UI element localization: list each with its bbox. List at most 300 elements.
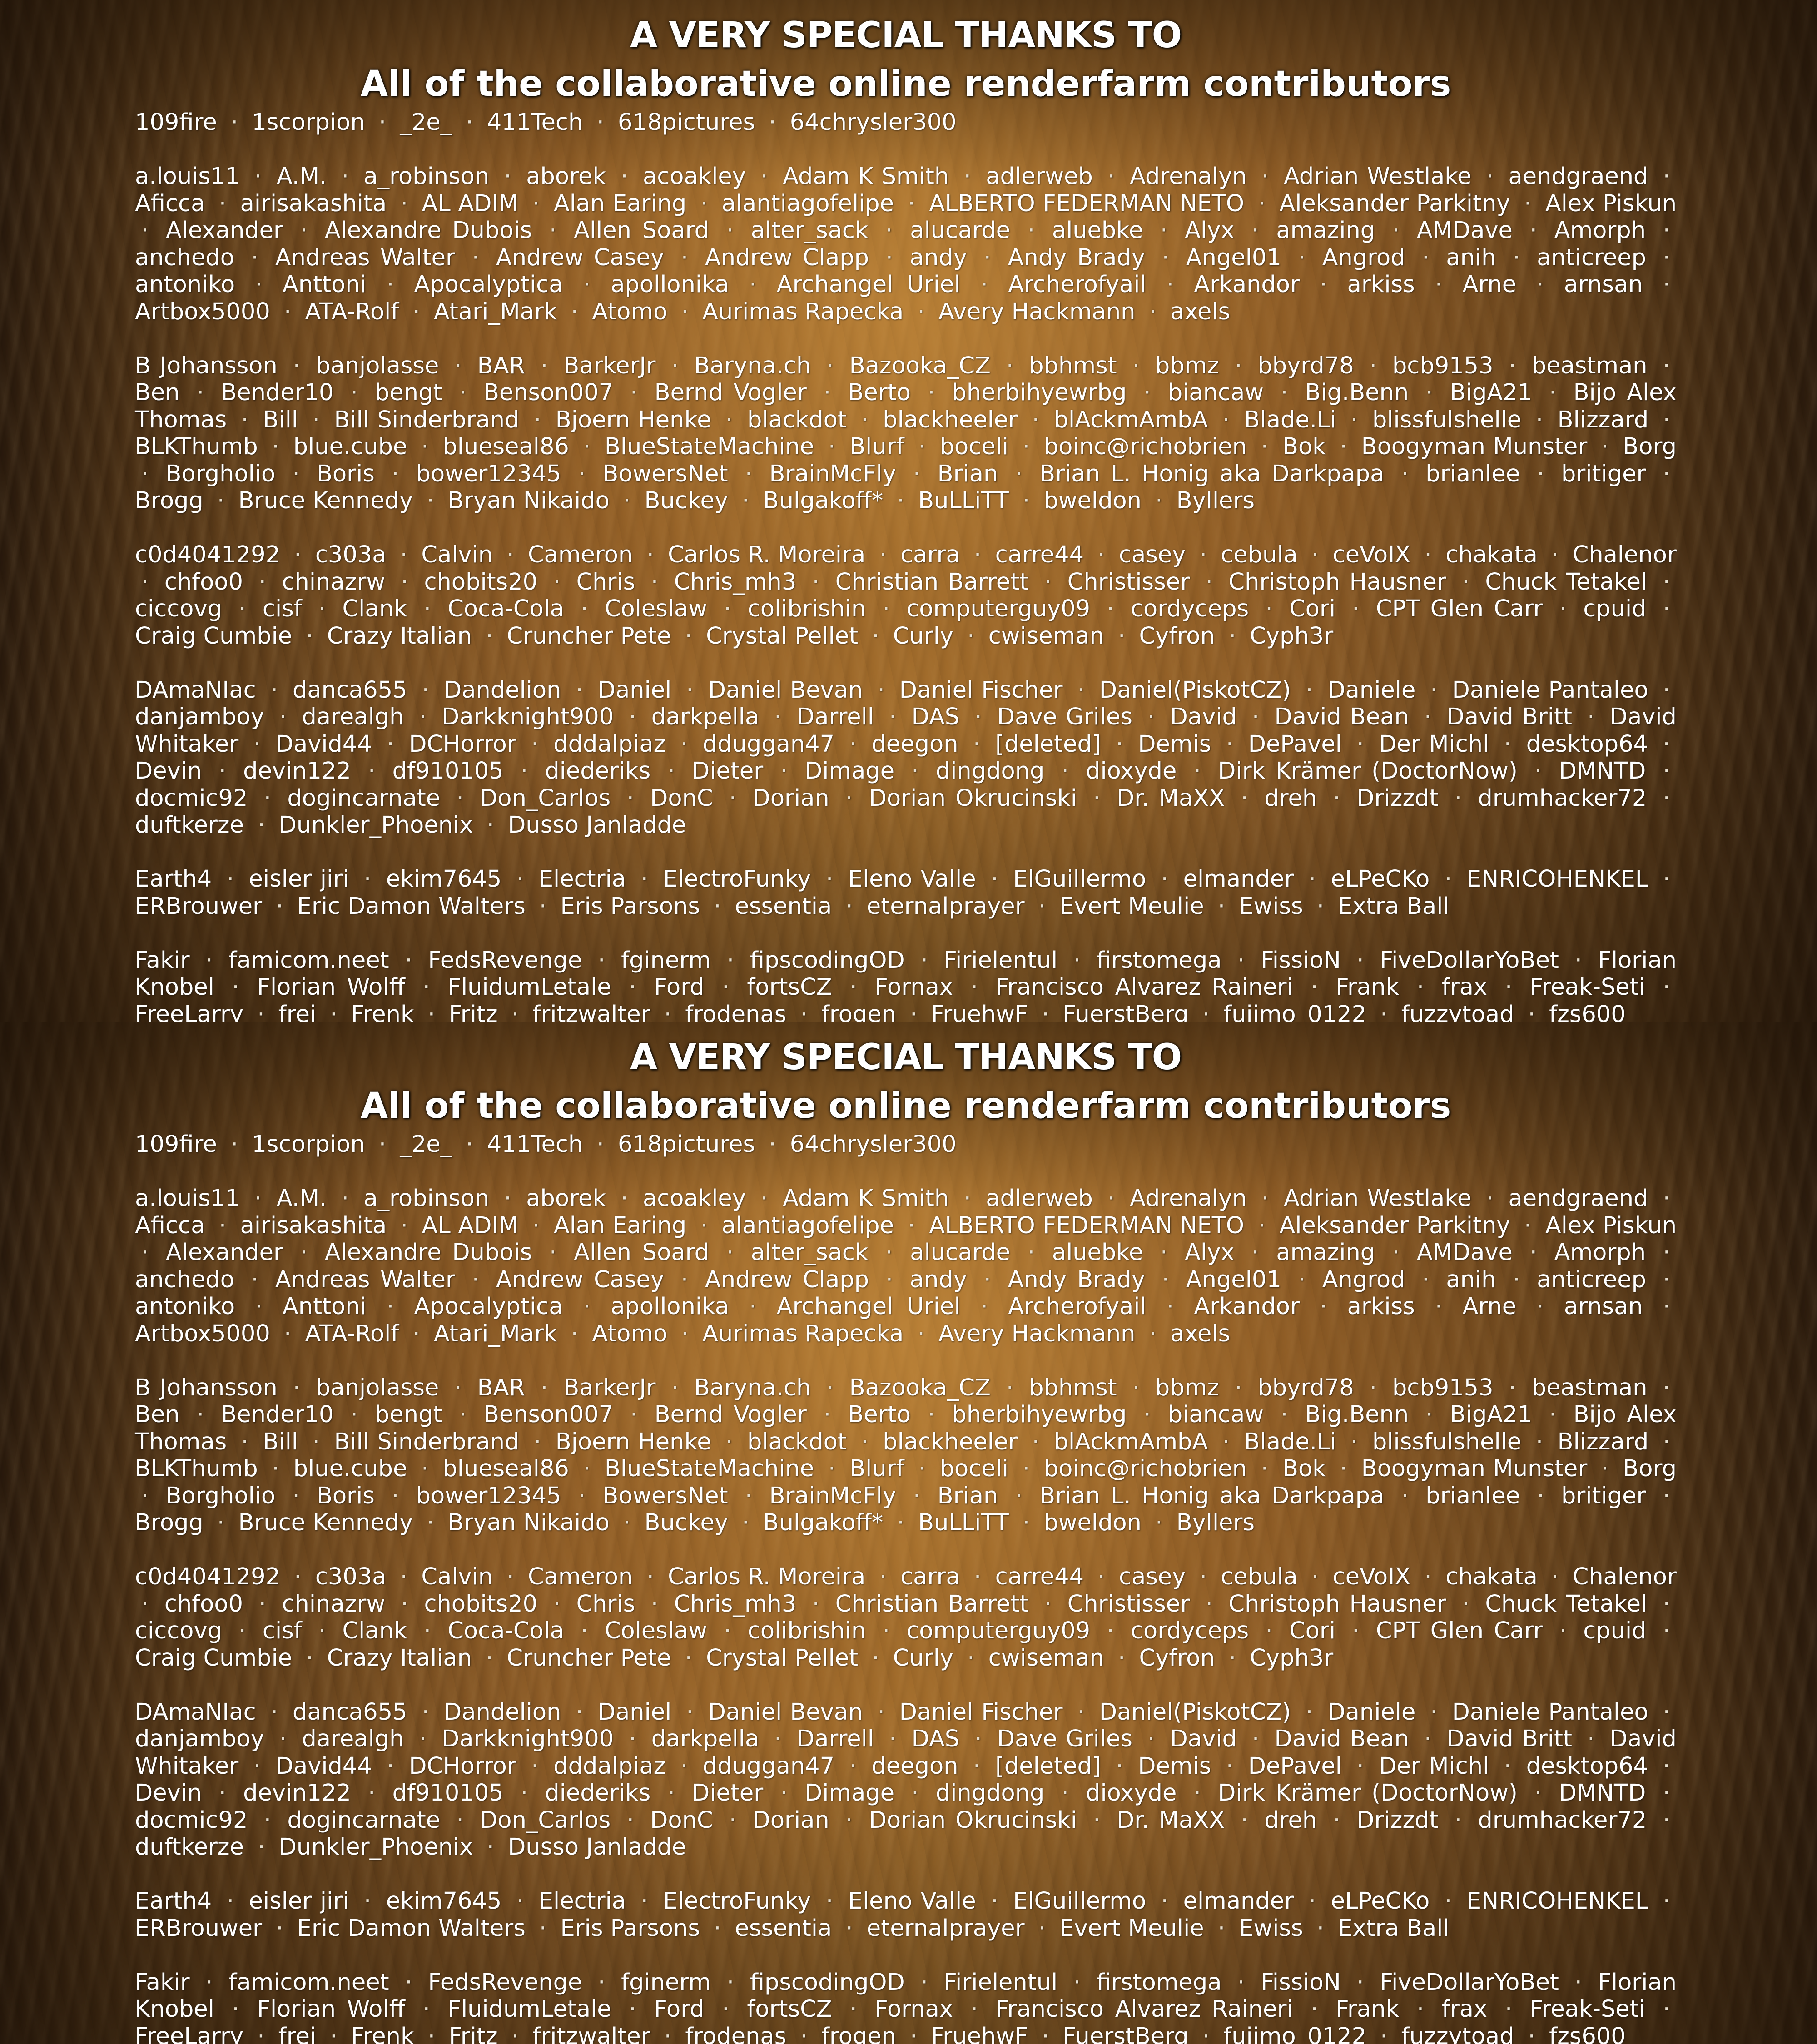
separator-dot: · xyxy=(1499,1996,1519,2023)
separator-dot: · xyxy=(450,1807,470,1834)
separator-dot: · xyxy=(1032,893,1052,920)
separator-dot: · xyxy=(1222,623,1242,650)
contributor-name: a_robinson xyxy=(363,163,489,190)
contributor-name: Dorian xyxy=(753,785,829,812)
separator-dot: · xyxy=(1657,1888,1677,1915)
separator-dot: · xyxy=(417,595,437,622)
separator-dot: · xyxy=(614,163,634,190)
contributor-name: Cori xyxy=(1289,595,1335,622)
separator-dot: · xyxy=(466,1266,486,1293)
contributor-name: fujimo_0122 xyxy=(1223,2023,1366,2044)
separator-dot: · xyxy=(879,1266,899,1293)
contributor-name: Angel01 xyxy=(1186,244,1281,271)
contributor-name: ElectroFunky xyxy=(663,866,811,893)
separator-dot: · xyxy=(1415,244,1435,271)
separator-dot: · xyxy=(510,866,530,893)
contributor-name: bcb9153 xyxy=(1392,1374,1494,1401)
contributor-name: Angrod xyxy=(1322,244,1405,271)
separator-dot: · xyxy=(1418,1563,1438,1590)
separator-dot: · xyxy=(1522,1001,1542,1022)
contributor-name: alter_sack xyxy=(751,1239,869,1266)
separator-dot: · xyxy=(547,569,567,595)
contributor-name: FedsRevenge xyxy=(428,947,582,974)
contributor-name: britiger xyxy=(1561,1483,1646,1509)
separator-dot: · xyxy=(357,866,377,893)
separator-dot: · xyxy=(984,1888,1004,1915)
contributor-name: blue.cube xyxy=(293,1455,407,1482)
contributor-name: fzs600 xyxy=(1549,1001,1626,1022)
contributor-name: Bill xyxy=(263,1429,298,1455)
separator-dot: · xyxy=(416,1699,436,1726)
contributor-name: dogincarnate xyxy=(287,1807,440,1834)
separator-dot: · xyxy=(1100,1617,1120,1644)
contributor-name: Dorian Okrucinski xyxy=(869,785,1077,812)
separator-dot: · xyxy=(968,541,988,568)
contributor-name: Bijo Alex Thomas xyxy=(135,379,1677,433)
contributor-name: frodenas xyxy=(685,2023,786,2044)
contributor-name: Curly xyxy=(893,623,953,650)
separator-dot: · xyxy=(1305,541,1325,568)
separator-dot: · xyxy=(768,704,788,730)
separator-dot: · xyxy=(323,1001,343,1022)
contributor-name: blueseal86 xyxy=(442,1455,569,1482)
separator-dot: · xyxy=(1101,1185,1121,1212)
separator-dot: · xyxy=(344,379,364,406)
separator-dot: · xyxy=(907,1483,927,1509)
contributor-name: Bazooka_CZ xyxy=(849,352,991,379)
contributor-name: colibrishin xyxy=(748,595,866,622)
separator-dot: · xyxy=(665,1374,685,1401)
separator-dot: · xyxy=(344,1401,364,1428)
contributor-name: BowersNet xyxy=(602,461,728,487)
separator-dot: · xyxy=(1424,677,1444,704)
contributor-name: Daniele xyxy=(1327,677,1415,704)
contributor-name: biancaw xyxy=(1168,379,1264,406)
contributor-name: cwiseman xyxy=(988,623,1104,650)
separator-dot: · xyxy=(911,298,931,325)
contributor-name: Atomo xyxy=(592,298,667,325)
separator-dot: · xyxy=(591,109,611,136)
separator-dot: · xyxy=(1531,461,1551,487)
separator-dot: · xyxy=(843,731,863,758)
separator-dot: · xyxy=(1252,190,1272,217)
separator-dot: · xyxy=(1657,1374,1677,1401)
separator-dot: · xyxy=(1386,1239,1406,1266)
separator-dot: · xyxy=(1518,1212,1538,1239)
contributor-name: beastman xyxy=(1532,352,1648,379)
contributor-name: Carlos R. Moreira xyxy=(668,541,865,568)
separator-dot: · xyxy=(1529,407,1549,433)
contributor-name: A.M. xyxy=(277,1185,327,1212)
separator-dot: · xyxy=(1438,1888,1458,1915)
contributor-name: airisakashita xyxy=(240,1212,387,1239)
separator-dot: · xyxy=(1438,866,1458,893)
contributor-name: frax xyxy=(1442,1996,1487,2023)
contributor-name: Dusso Janladde xyxy=(508,1834,686,1860)
contributor-name: Christoph Hausner xyxy=(1229,569,1446,595)
separator-dot: · xyxy=(380,1293,400,1320)
contributor-name: docmic92 xyxy=(135,785,248,812)
separator-dot: · xyxy=(968,1726,988,1752)
separator-dot: · xyxy=(1199,1591,1219,1617)
contributor-name: ATA-Rolf xyxy=(305,298,399,325)
separator-dot: · xyxy=(1245,1239,1265,1266)
contributor-name: bweldon xyxy=(1043,1509,1142,1536)
contributor-name: Buckey xyxy=(644,1509,728,1536)
contributor-name: blueseal86 xyxy=(442,433,569,460)
separator-dot: · xyxy=(269,893,289,920)
separator-dot: · xyxy=(1193,541,1213,568)
contributor-name: boinc@richobrien xyxy=(1044,433,1247,460)
contributor-name: Adrian Westlake xyxy=(1284,163,1471,190)
separator-dot: · xyxy=(211,487,231,514)
contributor-name: Ewiss xyxy=(1239,1915,1303,1942)
contributor-name: AL ADIM xyxy=(422,1212,519,1239)
contributor-name: apollonika xyxy=(611,271,729,298)
separator-dot: · xyxy=(921,379,941,406)
separator-dot: · xyxy=(1529,1429,1549,1455)
contributor-name: bower12345 xyxy=(416,1483,561,1509)
separator-dot: · xyxy=(1126,352,1146,379)
contributor-name: Big.Benn xyxy=(1305,1401,1409,1428)
contributor-name: Andy Brady xyxy=(1008,244,1145,271)
contributor-name: Benson007 xyxy=(483,1401,613,1428)
separator-dot: · xyxy=(978,244,998,271)
contributor-name: arnsan xyxy=(1564,1293,1643,1320)
contributor-name: DCHorror xyxy=(409,731,516,758)
contributor-name: FluidumLetale xyxy=(448,974,611,1001)
separator-dot: · xyxy=(1657,1617,1677,1644)
separator-dot: · xyxy=(1126,1374,1146,1401)
separator-dot: · xyxy=(258,785,278,812)
contributor-name: David Britt xyxy=(1446,1726,1572,1752)
contributor-name: FreeLarry xyxy=(135,2023,243,2044)
separator-dot: · xyxy=(1032,1915,1052,1942)
separator-dot: · xyxy=(251,812,271,838)
separator-dot: · xyxy=(817,1401,837,1428)
separator-dot: · xyxy=(394,541,414,568)
separator-dot: · xyxy=(1395,461,1415,487)
contributor-name: Coleslaw xyxy=(605,595,707,622)
contributor-name: DonC xyxy=(650,1807,713,1834)
contributor-name: B Johansson xyxy=(135,352,278,379)
contributor-name: Brian xyxy=(938,1483,998,1509)
contributor-name: c0d4041292 xyxy=(135,541,280,568)
separator-dot: · xyxy=(278,1320,298,1347)
contributor-name: eisler jiri xyxy=(249,866,349,893)
separator-dot: · xyxy=(1016,487,1036,514)
contributor-name: Aficca xyxy=(135,1212,205,1239)
separator-dot: · xyxy=(380,1753,400,1780)
separator-dot: · xyxy=(1657,1185,1677,1212)
separator-dot: · xyxy=(622,1726,642,1752)
contributor-name: Eris Parsons xyxy=(560,1915,700,1942)
separator-dot: · xyxy=(394,1563,414,1590)
contributor-name: antoniko xyxy=(135,1293,235,1320)
separator-dot: · xyxy=(565,1320,585,1347)
contributor-name: cwiseman xyxy=(988,1645,1104,1672)
contributor-name: Alexandre Dubois xyxy=(325,1239,532,1266)
separator-dot: · xyxy=(1274,379,1294,406)
contributor-name: FruehwF xyxy=(931,2023,1028,2044)
contributor-name: Boogyman Munster xyxy=(1361,1455,1588,1482)
separator-dot: · xyxy=(413,704,433,730)
separator-dot: · xyxy=(245,244,265,271)
separator-dot: · xyxy=(820,1374,840,1401)
separator-dot: · xyxy=(264,677,284,704)
contributor-name: Adam K Smith xyxy=(783,163,949,190)
separator-dot: · xyxy=(466,244,486,271)
separator-dot: · xyxy=(1410,1996,1430,2023)
separator-dot: · xyxy=(398,1969,418,1996)
contributor-name: beastman xyxy=(1532,1374,1648,1401)
contributor-name: David xyxy=(1170,704,1237,730)
separator-dot: · xyxy=(1026,407,1046,433)
separator-dot: · xyxy=(266,433,286,460)
separator-dot: · xyxy=(614,1185,634,1212)
contributor-name: 109fire xyxy=(135,1131,217,1158)
contributor-name: Daniel Bevan xyxy=(708,1699,863,1726)
contributor-name: chfoo0 xyxy=(164,569,243,595)
separator-dot: · xyxy=(417,1996,437,2023)
separator-dot: · xyxy=(1235,1807,1255,1834)
separator-dot: · xyxy=(394,190,414,217)
separator-dot: · xyxy=(1231,947,1251,974)
separator-dot: · xyxy=(1657,1996,1677,2023)
contributor-name: David Bean xyxy=(1274,1726,1409,1752)
contributor-name: Florian Knobel xyxy=(135,947,1677,1001)
contributor-name: aborek xyxy=(526,163,606,190)
contributor-name: Alexander xyxy=(166,217,283,244)
separator-dot: · xyxy=(1363,1374,1383,1401)
separator-dot: · xyxy=(533,893,553,920)
separator-dot: · xyxy=(967,731,987,758)
contributor-name: Bryan Nikaido xyxy=(448,487,610,514)
separator-dot: · xyxy=(288,1563,308,1590)
contributor-name: Christian Barrett xyxy=(835,569,1029,595)
separator-dot: · xyxy=(1255,1455,1275,1482)
contributor-name: alucarde xyxy=(910,1239,1010,1266)
contributor-name: amazing xyxy=(1276,1239,1375,1266)
separator-dot: · xyxy=(661,1780,681,1806)
contributor-name: Calvin xyxy=(421,541,493,568)
separator-dot: · xyxy=(879,244,899,271)
separator-dot: · xyxy=(577,433,597,460)
contributor-name: Daniel Bevan xyxy=(708,677,863,704)
separator-dot: · xyxy=(1021,217,1041,244)
contributor-name: blissfulshelle xyxy=(1372,1429,1521,1455)
separator-dot: · xyxy=(621,785,640,812)
separator-dot: · xyxy=(717,595,737,622)
contributor-name: Ben xyxy=(135,1401,180,1428)
separator-dot: · xyxy=(1311,1915,1330,1942)
separator-dot: · xyxy=(266,1455,286,1482)
separator-dot: · xyxy=(505,1001,525,1022)
contributor-name: DCHorror xyxy=(409,1753,516,1780)
contributor-name: David Whitaker xyxy=(135,704,1677,758)
separator-dot: · xyxy=(640,1563,660,1590)
separator-dot: · xyxy=(635,1888,655,1915)
contributor-name: Drizzdt xyxy=(1356,1807,1438,1834)
contributor-name: ceVoIX xyxy=(1333,541,1411,568)
separator-dot: · xyxy=(527,407,547,433)
separator-dot: · xyxy=(380,271,400,298)
separator-dot: · xyxy=(794,2023,814,2044)
contributor-name: Borgholio xyxy=(166,461,276,487)
contributor-name: docmic92 xyxy=(135,1807,248,1834)
separator-dot: · xyxy=(577,1455,597,1482)
contributor-name: alucarde xyxy=(910,217,1010,244)
contributor-name: danjamboy xyxy=(135,1726,264,1752)
contributor-name: Electria xyxy=(539,1888,626,1915)
contributor-name: FluidumLetale xyxy=(448,1996,611,2023)
separator-dot: · xyxy=(1657,785,1677,812)
contributor-name: Evert Meulie xyxy=(1059,1915,1204,1942)
contributor-name: fortsCZ xyxy=(747,1996,832,2023)
contributor-name: brianlee xyxy=(1425,461,1520,487)
contributor-name: chobits20 xyxy=(424,1591,538,1617)
separator-dot: · xyxy=(1009,461,1029,487)
separator-dot: · xyxy=(357,1888,377,1915)
separator-dot: · xyxy=(1395,1483,1415,1509)
contributor-name: David Whitaker xyxy=(135,1726,1677,1780)
contributor-name: Blade.Li xyxy=(1244,1429,1336,1455)
contributor-name: Angrod xyxy=(1322,1266,1405,1293)
contributor-name: darealgh xyxy=(302,704,404,730)
separator-dot: · xyxy=(413,1726,433,1752)
separator-dot: · xyxy=(1087,785,1107,812)
contributor-name: Dr. MaXX xyxy=(1117,785,1225,812)
contributor-name: Bill Sinderbrand xyxy=(334,1429,519,1455)
contributor-name: DAmaNIac xyxy=(135,1699,256,1726)
separator-dot: · xyxy=(891,1509,911,1536)
contributor-name: Bryan Nikaido xyxy=(448,1509,610,1536)
contributor-name: Baryna.ch xyxy=(694,1374,811,1401)
separator-dot: · xyxy=(591,1969,611,1996)
separator-dot: · xyxy=(1363,352,1383,379)
separator-dot: · xyxy=(1216,1429,1236,1455)
contributor-name: Chalenor xyxy=(1573,1563,1677,1590)
separator-dot: · xyxy=(500,541,520,568)
contributor-name: df910105 xyxy=(392,1780,504,1806)
separator-dot: · xyxy=(974,271,994,298)
contributor-name: Cyph3r xyxy=(1250,1645,1333,1672)
contributor-name: Arkandor xyxy=(1194,271,1300,298)
separator-dot: · xyxy=(287,352,307,379)
contributor-name: Daniel Fischer xyxy=(899,677,1063,704)
contributor-name: blue.cube xyxy=(293,433,407,460)
contributor-name: Cruncher Pete xyxy=(507,623,671,650)
separator-dot: · xyxy=(591,947,611,974)
separator-dot: · xyxy=(253,569,273,595)
contributor-name: fuzzytoad xyxy=(1401,2023,1514,2044)
separator-dot: · xyxy=(1228,352,1248,379)
separator-dot: · xyxy=(385,1483,405,1509)
separator-dot: · xyxy=(420,487,440,514)
contributor-name: Crazy Italian xyxy=(327,623,472,650)
contributor-name: Brian xyxy=(938,461,998,487)
separator-dot: · xyxy=(248,163,268,190)
contributor-name: amazing xyxy=(1276,217,1375,244)
separator-dot: · xyxy=(286,461,306,487)
separator-dot: · xyxy=(135,1591,155,1617)
separator-dot: · xyxy=(1424,1699,1444,1726)
separator-dot: · xyxy=(843,974,863,1001)
contributor-name: BlueStateMachine xyxy=(605,1455,814,1482)
contributor-name: Cruncher Pete xyxy=(507,1645,671,1672)
separator-dot: · xyxy=(1345,595,1365,622)
separator-dot: · xyxy=(1524,217,1544,244)
contributor-name: David44 xyxy=(276,1753,372,1780)
separator-dot: · xyxy=(839,1807,859,1834)
contributor-name: Florian Knobel xyxy=(135,1969,1677,2023)
contributor-name: arkiss xyxy=(1347,271,1415,298)
contributor-name: frodenas xyxy=(685,1001,786,1022)
separator-dot: · xyxy=(1055,758,1075,784)
contributor-name: Chuck Tetakel xyxy=(1485,1591,1647,1617)
separator-dot: · xyxy=(1657,1591,1677,1617)
contributor-name: Daniel xyxy=(598,677,672,704)
contributor-name: Dieter xyxy=(692,1780,763,1806)
separator-dot: · xyxy=(1228,1374,1248,1401)
separator-dot: · xyxy=(286,1483,306,1509)
contributor-name: Der Michl xyxy=(1379,1753,1489,1780)
separator-dot: · xyxy=(865,1645,885,1672)
separator-dot: · xyxy=(1345,1617,1365,1644)
contributor-name: blAckmAmbA xyxy=(1054,1429,1208,1455)
contributor-name: cebula xyxy=(1221,541,1298,568)
separator-dot: · xyxy=(406,298,426,325)
contributor-name: eLPeCKo xyxy=(1331,866,1430,893)
contributor-name: a.louis11 xyxy=(135,163,240,190)
separator-dot: · xyxy=(1038,1591,1058,1617)
contributor-name: alantiagofelipe xyxy=(722,190,894,217)
separator-dot: · xyxy=(574,1617,594,1644)
separator-dot: · xyxy=(723,785,743,812)
contributor-name: aendgraend xyxy=(1508,163,1648,190)
separator-dot: · xyxy=(1000,352,1020,379)
contributor-name: dreh xyxy=(1264,785,1317,812)
separator-dot: · xyxy=(481,812,501,838)
separator-dot: · xyxy=(1657,352,1677,379)
contributor-name: boceli xyxy=(940,433,1008,460)
separator-dot: · xyxy=(1087,1807,1107,1834)
separator-dot: · xyxy=(1455,1591,1475,1617)
contributor-name: Chris_mh3 xyxy=(674,1591,797,1617)
contributor-name: darkpella xyxy=(651,704,759,730)
separator-dot: · xyxy=(1448,1807,1468,1834)
separator-dot: · xyxy=(1530,1293,1550,1320)
contributor-name: carra xyxy=(900,541,960,568)
separator-dot: · xyxy=(533,1915,553,1942)
contributor-name: _2e_ xyxy=(400,1131,452,1158)
separator-dot: · xyxy=(1149,1509,1169,1536)
separator-dot: · xyxy=(287,1374,307,1401)
separator-dot: · xyxy=(190,379,210,406)
contributor-name: Dave Griles xyxy=(997,704,1132,730)
contributor-name: Daniele Pantaleo xyxy=(1452,677,1648,704)
separator-dot: · xyxy=(1657,974,1677,1001)
separator-dot: · xyxy=(1480,1185,1500,1212)
separator-dot: · xyxy=(622,1996,642,2023)
separator-dot: · xyxy=(247,731,267,758)
separator-dot: · xyxy=(974,1293,994,1320)
separator-dot: · xyxy=(570,677,590,704)
contributor-name: AMDave xyxy=(1417,1239,1513,1266)
separator-dot: · xyxy=(1000,1374,1020,1401)
contributor-name: chakata xyxy=(1445,1563,1538,1590)
separator-dot: · xyxy=(1657,1293,1677,1320)
